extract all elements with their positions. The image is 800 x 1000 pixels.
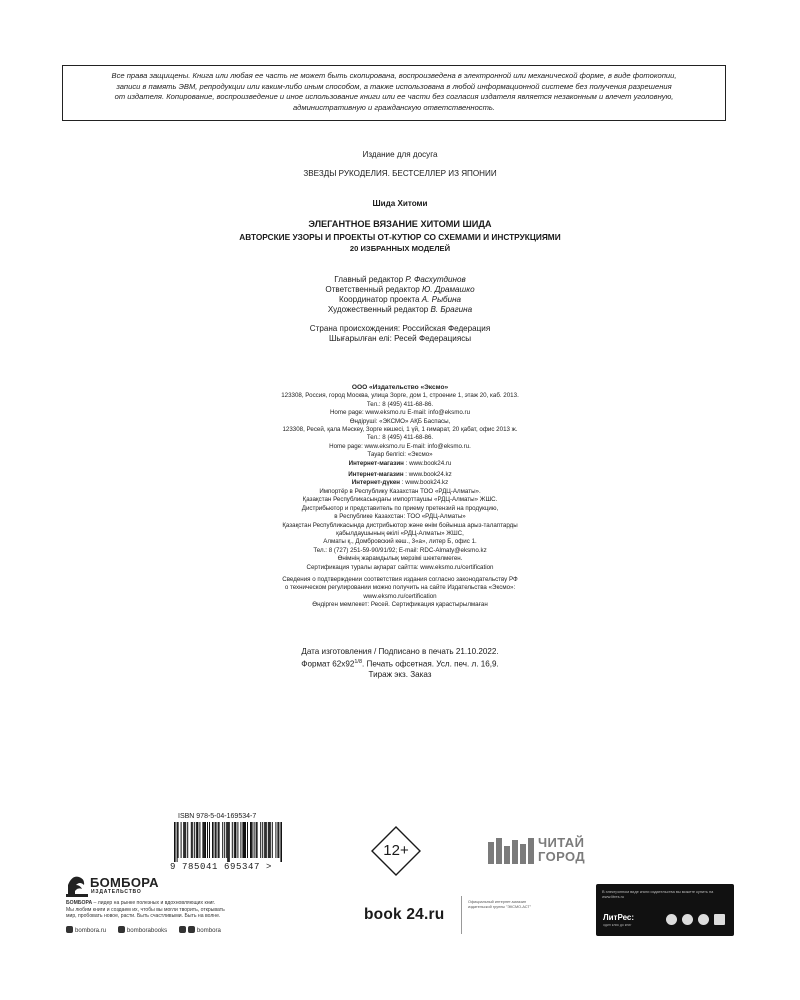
bombora-wave-icon [66,871,88,897]
apple-icon [666,914,677,925]
kz-line: Тел.: 8 (727) 251-59-90/91/92; E-mail: RDC-Almaty@eksmo.kz [313,546,487,554]
format-fraction: 1/8 [354,659,363,665]
barcode-bar [187,822,188,858]
publisher-line: Өндіруші: «ЭКСМО» АҚБ Баспасы, [349,417,451,425]
notice-line: административную и гражданскую ответственность. [292,103,496,113]
barcode-bar [235,822,237,858]
isbn-barcode [170,812,282,872]
book-subtitle: АВТОРСКИЕ УЗОРЫ И ПРОЕКТЫ ОТ-КУТЮР СО СХЕМАМИ И ИНСТРУКЦИЯМИ [239,232,561,242]
barcode-bar [215,822,216,858]
barcode-bar [237,822,238,858]
barcode-bar [257,822,258,858]
credit-person: А. Рыбина [421,295,462,304]
barcode-bar [227,822,229,862]
bombora-about-line: мир, пробовать новое, расти. Быть счастливыми. Быть на волне. [66,913,221,920]
barcode-bar [260,822,261,858]
barcode-bar [226,822,227,858]
kz-line: Өнімнің жарамдылық мерзімі шектелмеген. [337,555,463,563]
book-title: ЭЛЕГАНТНОЕ ВЯЗАНИЕ ХИТОМИ ШИДА [308,219,492,229]
litres-banner [596,884,734,936]
credit-line [0,275,800,285]
barcode-bar [174,822,176,862]
barcode-bar [254,822,255,858]
edition-type: Издание для досуга [362,150,438,159]
barcode-bar [234,822,235,858]
publisher-line: Тауар белгісі: «Эксмо» [367,451,433,459]
barcode-bar [192,822,193,858]
barcode-bar [244,822,245,858]
barcode-bar [224,822,225,858]
bombora-wordmark: БОМБОРА [90,875,159,890]
barcode-bar [177,822,178,862]
bombora-about-line: Мы любим книги и создаем их, чтобы вы могли творить, открывать [66,906,225,913]
barcode-bar [268,822,269,858]
credit-person: Ю. Драмашко [422,285,475,294]
notice-line: Все права защищены. Книга или любая ее часть не может быть скопирована, воспроизведена в электронной или механической форме, в виде фотокопии, [111,71,677,80]
barcode-bar [272,822,273,858]
kz-line: в Республике Казахстан: ТОО «РДЦ-Алматы» [334,513,466,521]
litres-top-text: В электронном виде книги издательства вы можете купить на www.litres.ru [602,889,714,899]
credit-person: В. Брагина [430,305,473,314]
bombora-about-bold: БОМБОРА [66,900,93,906]
kz-line: қабылдаушының өкілі «РДЦ-Алматы» ЖШС, [336,529,464,537]
kz-line: Импортёр в Республику Казахстан ТОО «РДЦ-Алматы». [319,487,481,495]
online-shop-kz-url[interactable]: : www.book24.kz [403,471,452,479]
barcode-bar [212,822,214,858]
chitai-gorod-wordmark [538,836,585,864]
chitai-word-1: ЧИТАЙ [538,835,585,850]
litres-name: ЛитРес: [603,913,635,922]
vk-icon [118,926,125,933]
online-shop-url[interactable]: : www.book24.ru [403,459,452,467]
barcode-bar [222,822,223,858]
copyright-notice [62,65,726,121]
credits-block [0,275,800,344]
online-shop-kz2-label: Интернет-дүкен [351,479,401,487]
bombora-about-line [66,900,266,907]
barcode-bars [170,822,282,862]
cert-line: www.eksmo.ru/certification [363,592,437,600]
kz-line: Сертификация туралы ақпарат сайтта: www.eksmo.ru/certification [306,563,494,571]
credit-role: Ответственный редактор [325,285,420,294]
kz-line: Қазақстан Республикасындағы импорттаушы «РДЦ-Алматы» ЖШС. [302,496,498,504]
isbn-label: ISBN 978-5-04-169534-7 [178,813,257,820]
format-suffix: . Печать офсетная. Усл. печ. л. 16,9. [362,659,499,669]
credit-line [0,285,800,295]
youtube-icon [179,926,186,933]
app-gallery-icon [698,914,709,925]
cert-line: Өндірген мемлекет: Ресей. Сертификация қарастырылмаған [312,601,488,609]
publisher-line: Home page: www.eksmo.ru E-mail: info@eksmo.ru [329,409,471,417]
publisher-name: ООО «Издательство «Эксмо» [351,384,449,391]
bombora-socials [66,926,221,935]
origin-country: Страна происхождения: Российская Федерация [309,324,491,333]
kz-line: Дистрибьютор и представитель по приему претензий на продукцию, [301,504,499,512]
chitai-gorod-mark-icon [488,838,534,864]
barcode-bar [247,822,248,858]
barcode-bar [199,822,200,858]
kz-line: Қазақстан Республикасында дистрибьютор және өнім бойынша арыз-талаптарды [282,521,518,529]
barcode-bar [191,822,192,858]
online-shop-kz2-line [0,479,800,487]
barcode-bar [204,822,206,858]
print-date: Дата изготовления / Подписано в печать 21.10.2022. [301,647,499,656]
online-shop-kz-label: Интернет-магазин [348,471,404,479]
social-other[interactable]: bombora [196,927,221,934]
notice-line: записи в память ЭВМ, репродукции или каким-либо иным способом, а также использована в любой информационной системе без получения разрешения [116,81,672,91]
barcode-bar [209,822,210,858]
divider [461,896,462,934]
book-model-count: 20 ИЗБРАННЫХ МОДЕЛЕЙ [349,244,451,253]
barcode-bar [219,822,220,858]
age-rating-badge [370,825,422,877]
barcode-bar [240,822,241,858]
publisher-line: Home page: www.eksmo.ru E-mail: info@eksmo.ru. [329,442,471,450]
partner-text: Официальный интернет-магазин издательской группы "ЭКСМО-АСТ" [468,900,532,910]
credit-line [0,305,800,315]
barcode-bar [184,822,185,858]
barcode-bar [207,822,208,858]
notice-line: от издателя. Копирование, воспроизведение и иное использование книги или ее части без согласия издателя является незаконным и влечет уголовную, [114,92,674,102]
barcode-bar [250,822,252,858]
chitai-gorod-logo [488,836,608,868]
barcode-bar [194,822,195,858]
barcode-bar [218,822,219,858]
book24-logo: book 24.ru [364,906,445,923]
series-name: ЗВЕЗДЫ РУКОДЕЛИЯ. БЕСТСЕЛЛЕР ИЗ ЯПОНИИ [303,169,497,178]
social-site[interactable]: bombora.ru [75,927,107,934]
publisher-info [0,384,800,610]
author-name: Шида Хитоми [372,199,428,208]
barcode-bar [197,822,199,858]
barcode-bar [203,822,204,858]
publisher-line: Тел.: 8 (495) 411-68-86. [366,400,434,408]
barcode-digits: 9 785041 695347 > [170,862,273,872]
barcode-bar [278,822,279,858]
credit-role: Главный редактор [334,275,404,284]
credit-role: Художественный редактор [327,305,429,314]
print-run: Тираж экз. Заказ [368,669,432,679]
barcode-bar [277,822,278,858]
cert-line: о техническом регулировании можно получить на сайте Издательства «Эксмо»: [284,584,516,592]
barcode-bar [181,822,182,858]
bombora-about [66,900,266,920]
bombora-logo [66,871,159,899]
barcode-bar [252,822,253,858]
telegram-icon [188,926,195,933]
barcode-bar [202,822,203,858]
barcode-bar [229,822,230,862]
barcode-bar [262,822,263,858]
bombora-about-text: – лидер на рынке полезных и вдохновляющих книг. [92,900,216,906]
windows-icon [714,914,725,925]
social-vk[interactable]: bomborabooks [126,927,168,934]
litres-sub: один клик до книг [603,923,632,927]
barcode-bar [264,822,265,858]
online-shop-line [0,460,800,468]
publisher-line: 123308, Ресей, қала Мәскеу, Зорге көшесі, 1 үй, 1 ғимарат, 20 қабат, офис 2013 ж. [282,426,518,434]
credit-role: Координатор проекта [338,295,420,304]
print-format [0,657,800,670]
barcode-bar [242,822,244,858]
age-rating-text: 12+ [383,842,409,859]
kz-line: Алматы қ., Домбровский көш., 3«а», литер Б, офис 1. [323,538,477,546]
cert-line: Сведения о подтверждении соответствия издания согласно законодательству РФ [282,575,518,583]
globe-icon [66,926,73,933]
publisher-line: 123308, Россия, город Москва, улица Зорге, дом 1, строение 1, этаж 20, каб. 2013. [281,392,519,400]
barcode-bar [265,822,267,858]
barcode-bar [275,822,276,858]
online-shop-kz2-url[interactable]: : www.book24.kz [400,479,449,487]
online-shop-label: Интернет-магазин [348,459,404,467]
barcode-bar [196,822,197,858]
chitai-word-2: ГОРОД [538,849,586,864]
credit-person: Р. Фасхутдинов [405,275,466,284]
bombora-subtitle: ИЗДАТЕЛЬСТВО [91,889,142,895]
publisher-line: Тел.: 8 (495) 411-68-86. [366,434,434,442]
barcode-bar [185,822,186,858]
format-prefix: Формат 62x92 [301,659,355,669]
origin-country-kz: Шығарылған елі: Ресей Федерациясы [328,334,472,343]
barcode-bar [270,822,271,858]
barcode-bar [256,822,257,858]
android-icon [682,914,693,925]
online-shop-kz-line [0,471,800,479]
barcode-bar [280,822,282,862]
barcode-bar [232,822,233,858]
barcode-bar [269,822,270,858]
barcode-bar [216,822,217,858]
barcode-bar [178,822,179,858]
barcode-bar [183,822,184,858]
credit-line [0,295,800,305]
barcode-bar [245,822,246,858]
print-info [0,647,800,680]
